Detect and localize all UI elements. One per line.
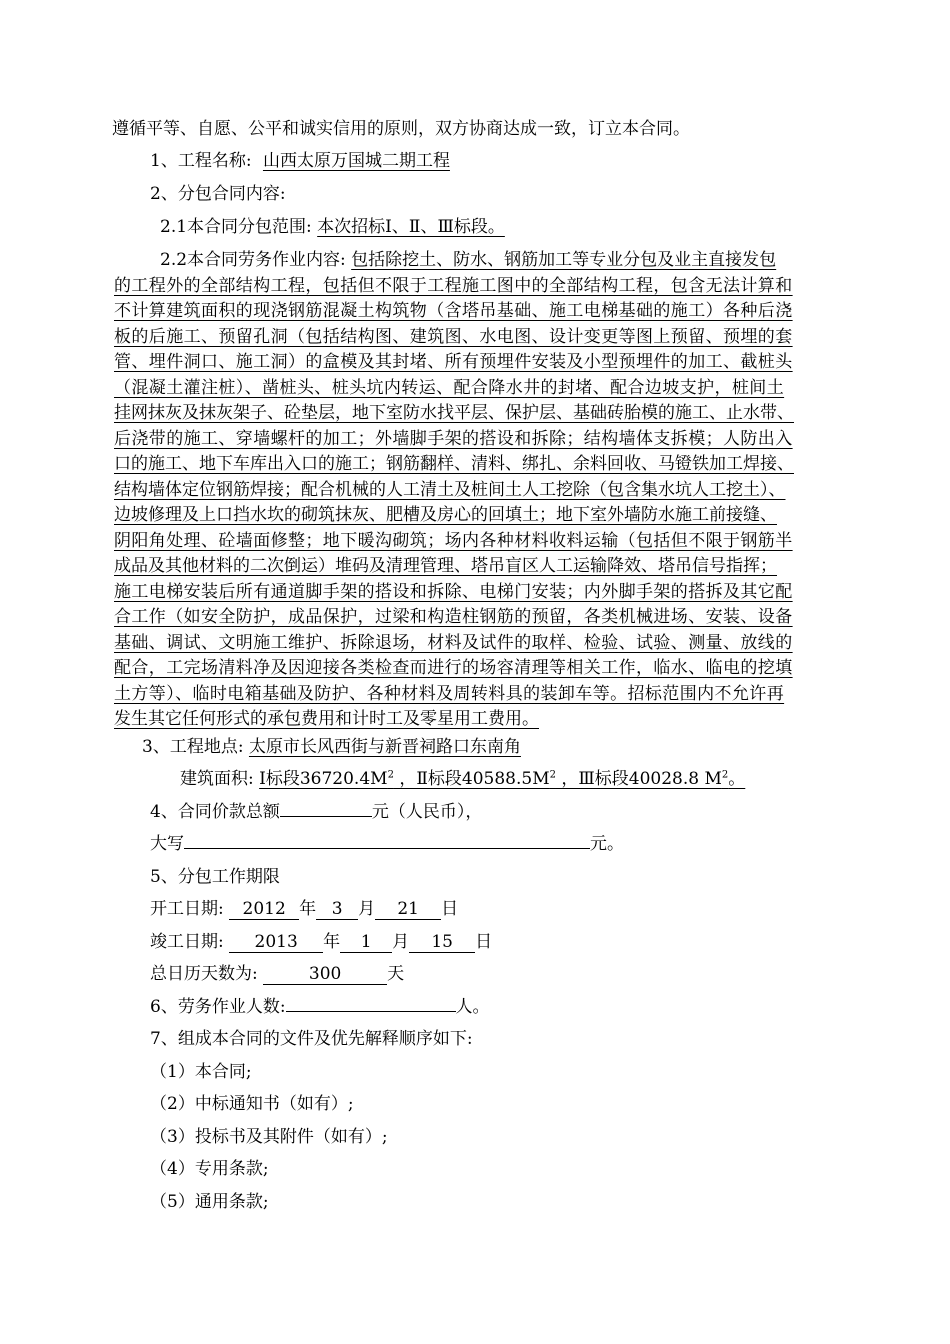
total-days-value: 300 xyxy=(263,964,387,985)
document-item: （3）投标书及其附件（如有）; xyxy=(150,1127,388,1147)
month-unit: 月 xyxy=(358,899,376,919)
labor-row-0 xyxy=(160,249,776,271)
location-value: 太原市长风西街与新晋祠路口东南角 xyxy=(248,737,521,757)
labor-line: 土方等）、临时电箱基础及防护、各种材料及周转料具的装卸车等。招标范围内不允许再 xyxy=(114,684,785,704)
price-label: 4、合同价款总额 xyxy=(150,802,280,822)
price-row xyxy=(150,801,482,823)
end-date-row xyxy=(150,931,492,953)
labor-line: 口的施工、地下车库出入口的施工；钢筋翻样、清料、绑扎、余料回收、马镫铁加工焊接、 xyxy=(114,454,794,474)
price-caps-row xyxy=(150,833,624,855)
area-values xyxy=(259,769,745,789)
year-unit: 年 xyxy=(323,932,341,952)
labor-line: 板的后施工、预留孔洞（包括结构图、建筑图、水电图、设计变更等图上预留、预埋的套 xyxy=(114,327,793,347)
document-item: （1）本合同; xyxy=(150,1062,252,1082)
documents-heading: 7、组成本合同的文件及优先解释顺序如下: xyxy=(150,1029,473,1049)
workers-blank[interactable] xyxy=(286,1011,456,1012)
labor-line: （混凝土灌注桩）、凿桩头、桩头坑内转运、配合降水井的封堵、配合边坡支护，桩间土 xyxy=(114,378,785,398)
workers-label: 6、劳务作业人数: xyxy=(150,997,286,1017)
labor-line: 成品及其他材料的二次倒运）堆码及清理管理、塔吊盲区人工运输降效、塔吊信号指挥； xyxy=(114,556,777,576)
project-name-label: 1、工程名称: xyxy=(150,151,252,171)
year-unit: 年 xyxy=(299,899,317,919)
area-seg1: Ⅰ标段36720.4M xyxy=(259,769,388,789)
scope-label: 2.1本合同分包范围: xyxy=(160,217,312,237)
scope-row xyxy=(160,216,505,238)
end-day: 15 xyxy=(409,932,475,953)
document-item: （4）专用条款; xyxy=(150,1159,269,1179)
labor-line: 基础、调试、文明施工维护、拆除退场，材料及试件的取样、检验、试验、测量、放线的 xyxy=(114,633,793,653)
area-seg3: ，Ⅲ标段40028.8 M xyxy=(555,769,722,789)
project-name-value: 山西太原万国城二期工程 xyxy=(262,151,450,171)
price-caps-blank[interactable] xyxy=(184,848,590,849)
end-year: 2013 xyxy=(229,932,323,953)
labor-line: 发生其它任何形式的承包费用和计时工及零星用工费用。 xyxy=(114,709,539,729)
area-sup: 2 xyxy=(387,769,394,781)
start-day: 21 xyxy=(375,899,441,920)
labor-line: 合工作（如安全防护，成品保护，过梁和构造柱钢筋的预留，各类机械进场、安装、设备 xyxy=(114,607,793,627)
workers-suffix: 人。 xyxy=(455,997,490,1017)
total-days-row xyxy=(150,963,404,985)
start-date-label: 开工日期: xyxy=(150,899,224,919)
labor-line: 施工电梯安装后所有通道脚手架的搭设和拆除、电梯门安装；内外脚手架的搭拆及其它配 xyxy=(114,582,793,602)
location-row xyxy=(142,736,521,758)
labor-line: 包括除挖土、防水、钢筋加工等专业分包及业主直接发包 xyxy=(351,250,777,270)
day-unit: 日 xyxy=(475,932,493,952)
location-label: 3、工程地点: xyxy=(142,737,244,757)
day-unit: 日 xyxy=(441,899,459,919)
price-suffix: 元（人民币）， xyxy=(371,802,483,822)
labor-label: 2.2本合同劳务作业内容: xyxy=(160,250,346,270)
workers-row xyxy=(150,996,490,1018)
document-item: （2）中标通知书（如有）; xyxy=(150,1094,354,1114)
area-sup: 2 xyxy=(549,769,556,781)
document-item: （5）通用条款; xyxy=(150,1192,269,1212)
price-caps-suffix: 元。 xyxy=(590,834,624,854)
project-name-row xyxy=(150,150,450,172)
labor-line: 边坡修理及上口挡水坎的砌筑抹灰、肥槽及房心的回填土；地下室外墙防水施工前接缝、 xyxy=(114,505,777,525)
end-date-label: 竣工日期: xyxy=(150,932,224,952)
end-month: 1 xyxy=(340,932,392,953)
area-tail: 。 xyxy=(728,769,746,789)
area-label: 建筑面积: xyxy=(180,769,254,789)
labor-line: 阴阳角处理、砼墙面修整；地下暖沟砌筑；场内各种材料收料运输（包括但不限于钢筋半 xyxy=(114,531,793,551)
month-unit: 月 xyxy=(392,932,410,952)
labor-line: 结构墙体定位钢筋焊接；配合机械的人工清土及桩间土人工挖除（包含集水坑人工挖土）、 xyxy=(114,480,786,500)
labor-line: 的工程外的全部结构工程，包括但不限于工程施工图中的全部结构工程，包含无法计算和 xyxy=(114,276,793,296)
total-days-unit: 天 xyxy=(387,964,405,984)
labor-line: 挂网抹灰及抹灰架子、砼垫层，地下室防水找平层、保护层、基础砖胎模的施工、止水带、 xyxy=(114,403,794,423)
intro-text: 遵循平等、自愿、公平和诚实信用的原则，双方协商达成一致，订立本合同。 xyxy=(112,119,690,139)
labor-line: 后浇带的施工、穿墙螺杆的加工；外墙脚手架的搭设和拆除；结构墙体支拆模；人防出入 xyxy=(114,429,793,449)
subcontract-heading: 2、分包合同内容: xyxy=(150,184,286,204)
area-row xyxy=(180,768,745,790)
labor-line: 管、埋件洞口、施工洞）的盒模及其封堵、所有预埋件安装及小型预埋件的加工、截桩头 xyxy=(114,352,793,372)
start-month: 3 xyxy=(316,899,358,920)
total-days-label: 总日历天数为: xyxy=(150,964,258,984)
price-caps-label: 大写 xyxy=(150,834,184,854)
area-seg2: ，Ⅱ标段40588.5M xyxy=(393,769,550,789)
labor-line: 配合，工完场清料净及因迎接各类检查而进行的场容清理等相关工作，临水、临电的挖填 xyxy=(114,658,793,678)
period-heading: 5、分包工作期限 xyxy=(150,867,280,887)
area-sup: 2 xyxy=(721,769,729,781)
price-amount-blank[interactable] xyxy=(280,816,372,817)
labor-line: 不计算建筑面积的现浇钢筋混凝土构筑物（含塔吊基础、施工电梯基础的施工）各种后浇 xyxy=(114,301,793,321)
start-year: 2012 xyxy=(229,899,299,920)
scope-value: 本次招标Ⅰ、Ⅱ、Ⅲ标段。 xyxy=(317,217,505,237)
start-date-row xyxy=(150,898,458,920)
